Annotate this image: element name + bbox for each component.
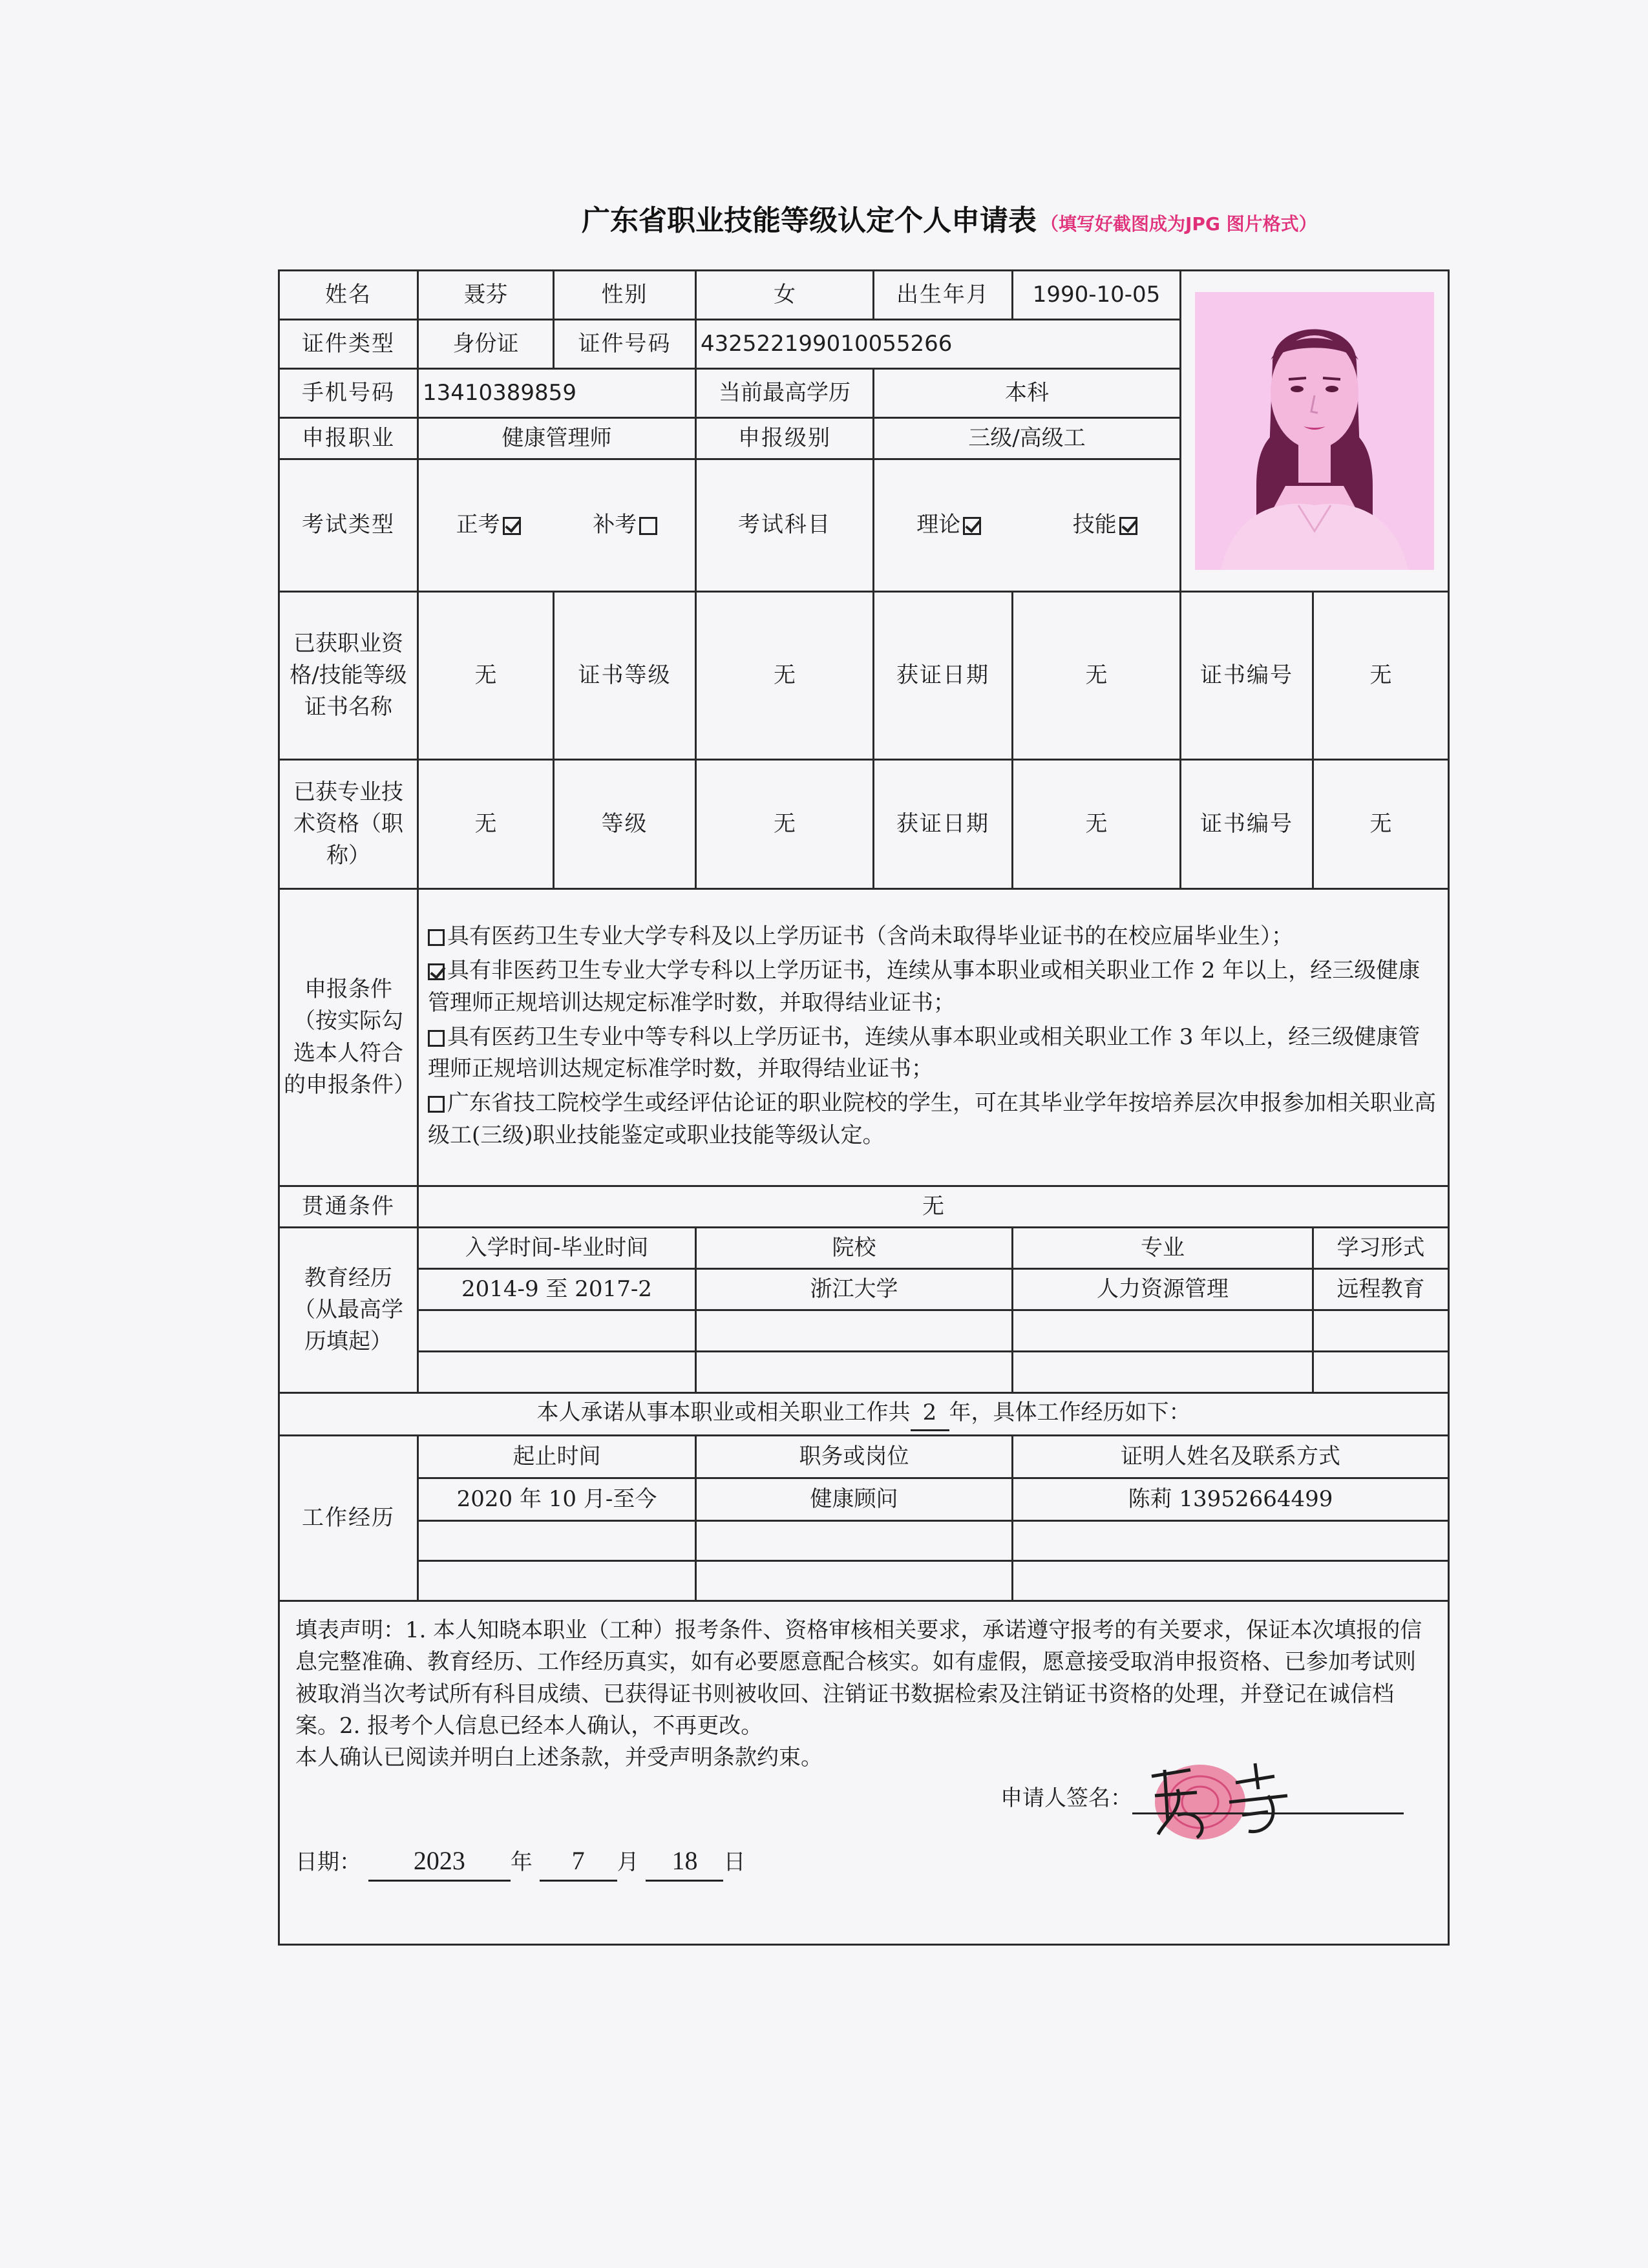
- date-month: 7: [540, 1842, 617, 1882]
- condition-text-3: 具有医药卫生专业中等专科以上学历证书，连续从事本职业或相关职业工作 3 年以上，经三级健康管理师正规培训达规定标准学时数，并取得结业证书；: [428, 1024, 1421, 1082]
- value-occupation: 健康管理师: [418, 418, 696, 459]
- work-cell-period: 2020 年 10 月-至今: [418, 1478, 696, 1521]
- edu-cell-period: [418, 1352, 696, 1393]
- value-through: 无: [418, 1186, 1449, 1228]
- label-prof-grade: 等级: [554, 760, 696, 889]
- condition-item: [428, 1022, 1439, 1086]
- edu-cell-school: 浙江大学: [696, 1269, 1013, 1310]
- value-phone: 13410389859: [418, 369, 696, 418]
- work-cell-position: [696, 1561, 1013, 1601]
- label-work-history: 工作经历: [279, 1436, 418, 1601]
- label-birth: 出生年月: [874, 271, 1013, 320]
- photo-cell: [1181, 271, 1449, 592]
- label-id-type: 证件类型: [279, 320, 418, 369]
- edu-cell-mode: [1313, 1310, 1449, 1352]
- edu-cell-school: [696, 1310, 1013, 1352]
- label-education: 当前最高学历: [696, 369, 874, 418]
- exam-skill-checkbox[interactable]: [1119, 517, 1137, 535]
- edu-cell-major: [1013, 1352, 1313, 1393]
- condition-text-1: 具有医药卫生专业大学专科及以上学历证书（含尚未取得毕业证书的在校应届毕业生）；: [447, 923, 1293, 949]
- form-title-text: 广东省职业技能等级认定个人申请表: [582, 204, 1037, 237]
- exam-regular-label: 正考: [456, 512, 500, 538]
- applicant-photo: [1195, 292, 1434, 570]
- work-row: [279, 1561, 1449, 1601]
- application-table: [278, 269, 1450, 1946]
- edu-row: [279, 1310, 1449, 1352]
- label-edu-history-title: 教育经历: [304, 1265, 392, 1291]
- edu-row: [279, 1269, 1449, 1310]
- label-name: 姓名: [279, 271, 418, 320]
- edu-cell-mode: [1313, 1352, 1449, 1393]
- work-cell-period: [418, 1561, 696, 1601]
- value-gender: 女: [696, 271, 874, 320]
- exam-subject-options: [874, 459, 1181, 592]
- edu-cell-period: [418, 1310, 696, 1352]
- signature-line: [1132, 1812, 1404, 1814]
- exam-theory-checkbox[interactable]: [963, 517, 981, 535]
- edu-cell-school: [696, 1352, 1013, 1393]
- work-cell-period: [418, 1521, 696, 1561]
- condition-text-4: 广东省技工院校学生或经评估论证的职业院校的学生，可在其毕业学年按培养层次申报参加相关职业高级工(三级)职业技能鉴定或职业技能等级认定。: [428, 1090, 1436, 1148]
- label-prof-date: 获证日期: [874, 760, 1013, 889]
- date-month-unit: 月: [617, 1849, 639, 1875]
- edu-cell-major: [1013, 1310, 1313, 1352]
- label-gender: 性别: [554, 271, 696, 320]
- date-label: 日期：: [295, 1849, 361, 1875]
- value-cert-grade: 无: [696, 592, 874, 760]
- declaration-confirm: 本人确认已阅读并明白上述条款，并受声明条款约束。: [295, 1745, 823, 1771]
- edu-header-mode: 学习形式: [1313, 1228, 1449, 1269]
- commitment-prefix: 本人承诺从事本职业或相关职业工作共: [536, 1400, 911, 1426]
- label-through: 贯通条件: [279, 1186, 418, 1228]
- exam-makeup-label: 补考: [593, 512, 637, 538]
- edu-header-school: 院校: [696, 1228, 1013, 1269]
- label-edu-history: [279, 1228, 418, 1393]
- label-cert-no: 证书编号: [1181, 592, 1313, 760]
- value-level: 三级/高级工: [874, 418, 1181, 459]
- value-prof-no: 无: [1313, 760, 1449, 889]
- form-title-note: （填写好截图成为JPG 图片格式）: [1041, 213, 1317, 235]
- value-birth: 1990-10-05: [1013, 271, 1181, 320]
- condition-checkbox-4[interactable]: [428, 1096, 445, 1113]
- label-conditions: [279, 889, 418, 1186]
- signature-row: [311, 1776, 1417, 1815]
- exam-regular-checkbox[interactable]: [503, 517, 521, 535]
- condition-checkbox-3[interactable]: [428, 1030, 445, 1047]
- condition-item: [428, 921, 1439, 952]
- label-level: 申报级别: [696, 418, 874, 459]
- label-conditions-note: （按实际勾选本人符合的申报条件）: [284, 1008, 416, 1098]
- label-exam-subject: 考试科目: [696, 459, 874, 592]
- label-phone: 手机号码: [279, 369, 418, 418]
- work-header-period: 起止时间: [418, 1436, 696, 1478]
- edu-cell-period: 2014-9 至 2017-2: [418, 1269, 696, 1310]
- value-id-type: 身份证: [418, 320, 554, 369]
- exam-makeup-checkbox[interactable]: [639, 517, 657, 535]
- label-occupation: 申报职业: [279, 418, 418, 459]
- value-id-no: 432522199010055266: [696, 320, 1181, 369]
- condition-item: [428, 1087, 1439, 1151]
- declaration-cell: [279, 1601, 1449, 1945]
- work-cell-reference: [1013, 1521, 1449, 1561]
- label-cert-date: 获证日期: [874, 592, 1013, 760]
- label-conditions-title: 申报条件: [304, 976, 392, 1002]
- value-cert-no: 无: [1313, 592, 1449, 760]
- work-commitment: [279, 1393, 1449, 1436]
- value-education: 本科: [874, 369, 1181, 418]
- conditions-list: [418, 889, 1449, 1186]
- label-cert-grade: 证书等级: [554, 592, 696, 760]
- condition-checkbox-1[interactable]: [428, 929, 445, 946]
- condition-item: [428, 955, 1439, 1019]
- handwritten-signature: [1139, 1750, 1320, 1847]
- work-cell-reference: [1013, 1561, 1449, 1601]
- label-cert-name: 已获职业资格/技能等级证书名称: [279, 592, 418, 760]
- label-prof-title: 已获专业技术资格（职称）: [279, 760, 418, 889]
- exam-theory-label: 理论: [916, 512, 961, 538]
- value-prof-date: 无: [1013, 760, 1181, 889]
- condition-checkbox-2[interactable]: [428, 963, 445, 980]
- date-row: [295, 1842, 745, 1882]
- value-prof-grade: 无: [696, 760, 874, 889]
- work-row: [279, 1521, 1449, 1561]
- work-row: [279, 1478, 1449, 1521]
- commitment-suffix: 年，具体工作经历如下：: [949, 1400, 1191, 1426]
- value-name: 聂芬: [418, 271, 554, 320]
- label-prof-no: 证书编号: [1181, 760, 1313, 889]
- edu-header-period: 入学时间-毕业时间: [418, 1228, 696, 1269]
- date-day: 18: [646, 1842, 723, 1882]
- value-cert-name: 无: [418, 592, 554, 760]
- signature-label: 申请人签名：: [1000, 1785, 1132, 1811]
- work-cell-position: 健康顾问: [696, 1478, 1013, 1521]
- date-day-unit: 日: [723, 1849, 746, 1875]
- form-title: [582, 197, 1317, 238]
- condition-text-2: 具有非医药卫生专业大学专科以上学历证书，连续从事本职业或相关职业工作 2 年以上，经三级健康管理师正规培训达规定标准学时数，并取得结业证书；: [428, 958, 1421, 1016]
- edu-row: [279, 1352, 1449, 1393]
- work-header-position: 职务或岗位: [696, 1436, 1013, 1478]
- commitment-years: 2: [911, 1397, 949, 1431]
- declaration-text: 填表声明：1. 本人知晓本职业（工种）报考条件、资格审核相关要求，承诺遵守报考的有关要求，保证本次填报的信息完整准确、教育经历、工作经历真实，如有必要愿意配合核实。如有虚假，愿意接受取消申报资格、已参加考试则被取消当次考试所有科目成绩、已获得证书则被收回、注销证书数据检索及注销证书资格的处理，并登记在诚信档案。2. 报考个人信息已经本人确认，不再更改。: [295, 1617, 1422, 1739]
- date-year-unit: 年: [510, 1849, 533, 1875]
- edu-cell-major: 人力资源管理: [1013, 1269, 1313, 1310]
- label-edu-history-note: （从最高学历填起）: [293, 1296, 403, 1355]
- exam-skill-label: 技能: [1072, 512, 1117, 538]
- date-year: 2023: [368, 1842, 511, 1882]
- work-cell-reference: 陈莉 13952664499: [1013, 1478, 1449, 1521]
- edu-cell-mode: 远程教育: [1313, 1269, 1449, 1310]
- exam-type-options: [418, 459, 696, 592]
- label-id-no: 证件号码: [554, 320, 696, 369]
- value-prof-title: 无: [418, 760, 554, 889]
- work-cell-position: [696, 1521, 1013, 1561]
- work-header-reference: 证明人姓名及联系方式: [1013, 1436, 1449, 1478]
- edu-header-major: 专业: [1013, 1228, 1313, 1269]
- value-cert-date: 无: [1013, 592, 1181, 760]
- label-exam-type: 考试类型: [279, 459, 418, 592]
